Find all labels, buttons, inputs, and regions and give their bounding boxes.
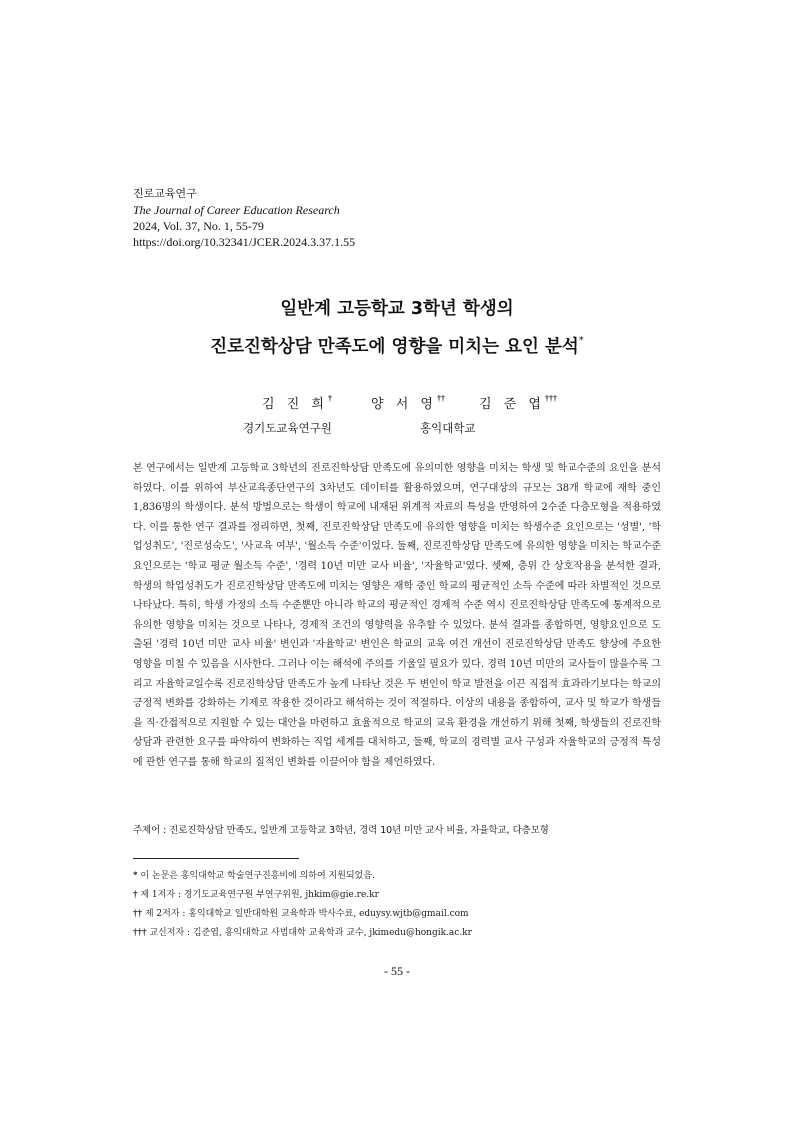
footnote-funding: * 이 논문은 홍익대학교 학술연구진흥비에 의하여 지원되었음. — [133, 870, 375, 881]
author-2-name: 양 서 영 — [371, 397, 437, 412]
author-2-mark: †† — [436, 394, 445, 403]
author-3-mark: ††† — [544, 394, 557, 403]
footnotes — [133, 866, 472, 942]
author-1-name: 김 진 희 — [262, 397, 328, 412]
doi-link[interactable]: https://doi.org/10.32341/JCER.2024.3.37.1.55 — [133, 235, 356, 249]
keywords: 주제어 : 진로진학상담 만족도, 일반계 고등학교 3학년, 경력 10년 미만 교사 비율, 자율학교, 다층모형 — [133, 825, 549, 836]
footnote-first-author: † 제 1저자 : 경기도교육연구원 부연구위원, jhkim@gie.re.kr — [133, 889, 379, 900]
journal-name-korean: 진로교육연구 — [133, 187, 197, 200]
footnote-second-author: †† 제 2저자 : 홍익대학교 일반대학원 교육학과 박사수료, eduysy.wjtb@gmail.com — [133, 908, 469, 919]
journal-name-english: The Journal of Career Education Research — [133, 203, 340, 217]
author-2 — [371, 393, 445, 412]
author-3 — [479, 393, 557, 412]
abstract-body: 본 연구에서는 일반계 고등학교 3학년의 진로진학상담 만족도에 유의미한 영향을 미치는 학생 및 학교수준의 요인을 분석하였다. 이를 위하여 부산교육종단연구의 3차년도 데이터를 활용하였으며, 연구대상의 규모는 38개 학교에 재학 중인 1,836명의 학생이다. 분석 방법으로는 학생이 학교에 내재된 위계적 자료의 특성을 반영하여 2수준 다층모형을 적용하였다. 이를 통한 연구 결과를 정리하면, 첫째, 진로진학상담 만족도에 유의한 영향을 미치는 학생수준 요인으로는 '성별', '학업성취도', '진로성숙도', '사교육 여부', '월소득 수준'이었다. 둘째, 진로진학상담 만족도에 유의한 영향을 미치는 학교수준 요인으로는 '학교 평균 월소득 수준', '경력 10년 미만 교사 비율', '자율학교'였다. 셋째, 층위 간 상호작용을 분석한 결과, 학생의 학업성취도가 진로진학상담 만족도에 미치는 영향은 재학 중인 학교의 평균적인 소득 수준에 따라 차별적인 것으로 나타났다. 특히, 학생 가정의 소득 수준뿐만 아니라 학교의 평균적인 경제적 수준 역시 진로진학상담 만족도에 통계적으로 유의한 영향을 미치는 것으로 나타나, 경제적 조건의 영향력을 유추할 수 있었다. 분석 결과를 종합하면, 영향요인으로 도출된 '경력 10년 미만 교사 비율' 변인과 '자율학교' 변인은 학교의 교육 여건 개선이 진로진학상담 만족도 향상에 주요한 영향을 미칠 수 있음을 시사한다. 그러나 이는 해석에 주의를 기울일 필요가 있다. 경력 10년 미만의 교사들이 많을수록 그리고 자율학교일수록 진로진학상담 만족도가 높게 나타난 것은 두 변인이 학교 발전을 이끈 직접적 효과라기보다는 학교의 긍정적 변화를 강화하는 기제로 작용한 것이라고 해석하는 것이 적절하다. 이상의 내용을 종합하여, 교사 및 학교가 학생들을 직·간접적으로 지원할 수 있는 대안을 마련하고 효율적으로 학교의 교육 환경을 개선하기 위해 첫째, 학생들의 진로진학상담과 관련한 요구를 파악하여 변화하는 직업 세계를 대처하고, 둘째, 학교의 경력별 교사 구성과 자율학교의 긍정적 특성에 관한 연구를 통해 학교의 질적인 변화를 이끌어야 함을 제언하였다. — [133, 463, 661, 768]
author-3-name: 김 준 엽 — [479, 397, 545, 412]
footnote-divider — [133, 858, 299, 859]
author-1 — [262, 393, 332, 412]
volume-info: 2024, Vol. 37, No. 1, 55-79 — [133, 219, 264, 233]
paper-title — [0, 294, 794, 363]
affiliation-1: 경기도교육연구원 — [243, 421, 332, 435]
affiliation-2: 홍익대학교 — [420, 421, 476, 435]
title-line-1: 일반계 고등학교 3학년 학생의 — [280, 299, 514, 319]
author-block — [0, 393, 794, 433]
footnote-corresponding-author: ††† 교신저자 : 김준엽, 홍익대학교 사범대학 교육학과 교수, jkimedu@hongik.ac.kr — [133, 927, 472, 938]
author-1-mark: † — [327, 394, 332, 403]
page-number: - 55 - — [384, 964, 410, 978]
title-line-2: 진로진학상담 만족도에 영향을 미치는 요인 분석* — [210, 335, 584, 357]
title-footnote-mark: * — [578, 335, 584, 346]
journal-masthead — [133, 186, 355, 250]
